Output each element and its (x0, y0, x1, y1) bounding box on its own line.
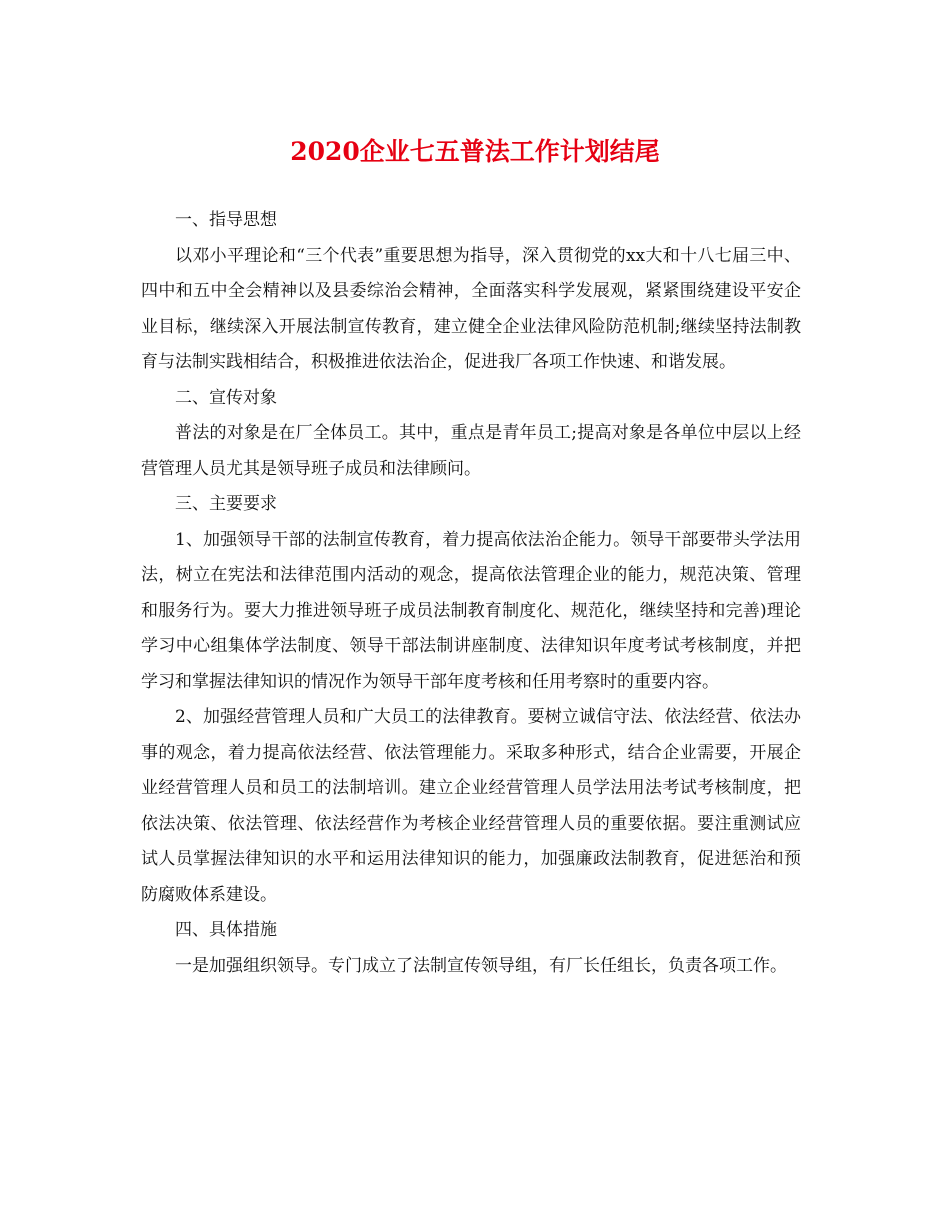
heading-specific-measures: 四、具体措施 (175, 920, 277, 940)
paragraph-audience: 普法的对象是在厂全体员工。其中，重点是青年员工;提高对象是各单位中层以上经营管理人员尤其是领导班子成员和法律顾问。 (141, 423, 801, 479)
heading-audience: 二、宣传对象 (175, 387, 277, 408)
paragraph-requirement-2: 2、加强经营管理人员和广大员工的法律教育。要树立诚信守法、依法经营、依法办事的观念，着力提高依法经营、依法管理能力。采取多种形式，结合企业需要，开展企业经营管理人员和员工的法制培训。建立企业经营管理人员学法用法考试考核制度，把依法决策、依法管理、依法经营作为考核企业经营管理人员的重要依据。要注重测试应试人员掌握法律知识的水平和运用法律知识的能力，加强廉政法制教育，促进惩治和预防腐败体系建设。 (141, 707, 801, 905)
heading-guiding-ideology: 一、指导思想 (175, 210, 277, 230)
paragraph-requirement-1: 1、加强领导干部的法制宣传教育，着力提高依法治企能力。领导干部要带头学法用法，树立在宪法和法律范围内活动的观念，提高依法管理企业的能力，规范决策、管理和服务行为。要大力推进领导班子成员法制教育制度化、规范化，继续坚持和完善)理论学习中心组集体学法制度、领导干部法制讲座制度、法律知识年度考试考核制度，并把学习和掌握法律知识的情况作为领导干部年度考核和任用考察时的重要内容。 (141, 529, 801, 692)
heading-main-requirements: 三、主要要求 (175, 494, 277, 514)
paragraph-measure-1: 一是加强组织领导。专门成立了法制宣传领导组，有厂长任组长，负责各项工作。 (175, 955, 787, 976)
document-body (141, 203, 801, 984)
paragraph-guiding-ideology: 以邓小平理论和“三个代表”重要思想为指导，深入贯彻党的xx大和十八七届三中、四中和五中全会精神以及县委综治会精神，全面落实科学发展观，紧紧围绕建设平安企业目标，继续深入开展法制宣传教育，建立健全企业法律风险防范机制;继续坚持法制教育与法制实践相结合，积极推进依法治企，促进我厂各项工作快速、和谐发展。 (141, 245, 801, 372)
document-title: 2020企业七五普法工作计划结尾 (290, 137, 660, 166)
